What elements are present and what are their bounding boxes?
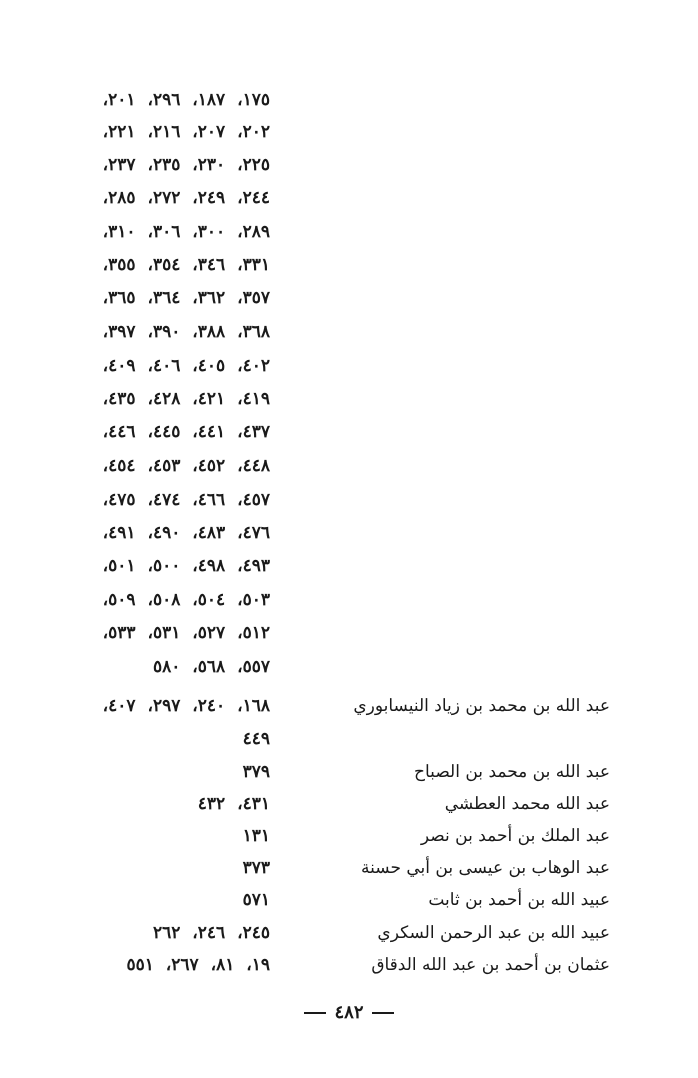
entry-name: عبد الله محمد العطشي [444,794,610,814]
index-row [0,584,698,616]
index-row [0,450,698,482]
index-entry [0,884,698,916]
entry-name: عبيد الله بن عبد الرحمن السكري [377,923,610,943]
index-entry [0,788,698,820]
page-numbers: ٣٥٧، ٣٦٢، ٣٦٤، ٣٦٥، [102,288,270,308]
entry-pages: ٤٤٩ [242,729,270,749]
index-row [0,651,698,683]
page-numbers: ٤٩٣، ٤٩٨، ٥٠٠، ٥٠١، [102,556,270,576]
index-row [0,216,698,248]
index-row [0,484,698,516]
entry-pages: ٣٧٩ [242,762,270,782]
entry-pages: ٣٧٣ [242,858,270,878]
page-numbers: ٤٧٦، ٤٨٣، ٤٩٠، ٤٩١، [102,523,270,543]
index-row [0,383,698,415]
index-row [0,550,698,582]
index-row [0,249,698,281]
page-numbers: ٣٣١، ٣٤٦، ٣٥٤، ٣٥٥، [102,255,270,275]
index-row [0,149,698,181]
index-row [0,84,698,116]
entry-pages: ١٣١ [242,826,270,846]
page-numbers: ٤١٩، ٤٢١، ٤٢٨، ٤٣٥، [102,389,270,409]
index-row [0,282,698,314]
page-numbers: ٢٢٥، ٢٣٠، ٢٣٥، ٢٣٧، [102,155,270,175]
page-numbers: ٤٠٢، ٤٠٥، ٤٠٦، ٤٠٩، [102,356,270,376]
entry-name: عبد الله بن محمد بن زياد النيسابوري [353,696,610,716]
index-row [0,182,698,214]
page-numbers: ٥١٢، ٥٢٧، ٥٣١، ٥٣٣، [102,623,270,643]
entry-name: عبيد الله بن أحمد بن ثابت [428,890,610,910]
page-footer [0,998,698,1028]
index-entry [0,949,698,981]
entry-name: عبد الله بن محمد بن الصباح [414,762,610,782]
entry-pages: ١٦٨، ٢٤٠، ٢٩٧، ٤٠٧، [102,696,270,716]
index-entry [0,723,698,755]
page-numbers: ٤٣٧، ٤٤١، ٤٤٥، ٤٤٦، [102,422,270,442]
entry-name: عثمان بن أحمد بن عبد الله الدقاق [371,955,610,975]
page-numbers: ٣٦٨، ٣٨٨، ٣٩٠، ٣٩٧، [102,322,270,342]
page-numbers: ٤٥٧، ٤٦٦، ٤٧٤، ٤٧٥، [102,490,270,510]
page-numbers: ٢٤٤، ٢٤٩، ٢٧٢، ٢٨٥، [102,188,270,208]
index-row [0,350,698,382]
page-numbers: ١٧٥، ١٨٧، ٢٩٦، ٢٠١، [102,90,270,110]
entry-name: عبد الملك بن أحمد بن نصر [420,826,610,846]
index-entry [0,756,698,788]
index-row [0,617,698,649]
page-numbers: ٥٠٣، ٥٠٤، ٥٠٨، ٥٠٩، [102,590,270,610]
entry-pages: ٢٤٥، ٢٤٦، ٢٦٢ [152,923,270,943]
page-numbers: ٥٥٧، ٥٦٨، ٥٨٠ [152,657,270,677]
page-number: ٤٨٢ [334,1002,364,1023]
page-numbers: ٢٠٢، ٢٠٧، ٢١٦، ٢٢١، [102,122,270,142]
index-entry [0,852,698,884]
index-entry [0,917,698,949]
entry-pages: ٥٧١ [242,890,270,910]
page-numbers: ٢٨٩، ٣٠٠، ٣٠٦، ٣١٠، [102,222,270,242]
index-row [0,316,698,348]
entry-pages: ١٩، ٨١، ٢٦٧، ٥٥١ [126,955,270,975]
entry-pages: ٤٣١، ٤٣٢ [197,794,270,814]
index-entry [0,820,698,852]
index-row [0,416,698,448]
entry-name: عبد الوهاب بن عيسى بن أبي حسنة [361,858,610,878]
footer-dash-right [372,1012,394,1014]
index-row [0,517,698,549]
footer-dash-left [304,1012,326,1014]
page-numbers: ٤٤٨، ٤٥٢، ٤٥٣، ٤٥٤، [102,456,270,476]
index-row [0,116,698,148]
index-entry [0,690,698,722]
